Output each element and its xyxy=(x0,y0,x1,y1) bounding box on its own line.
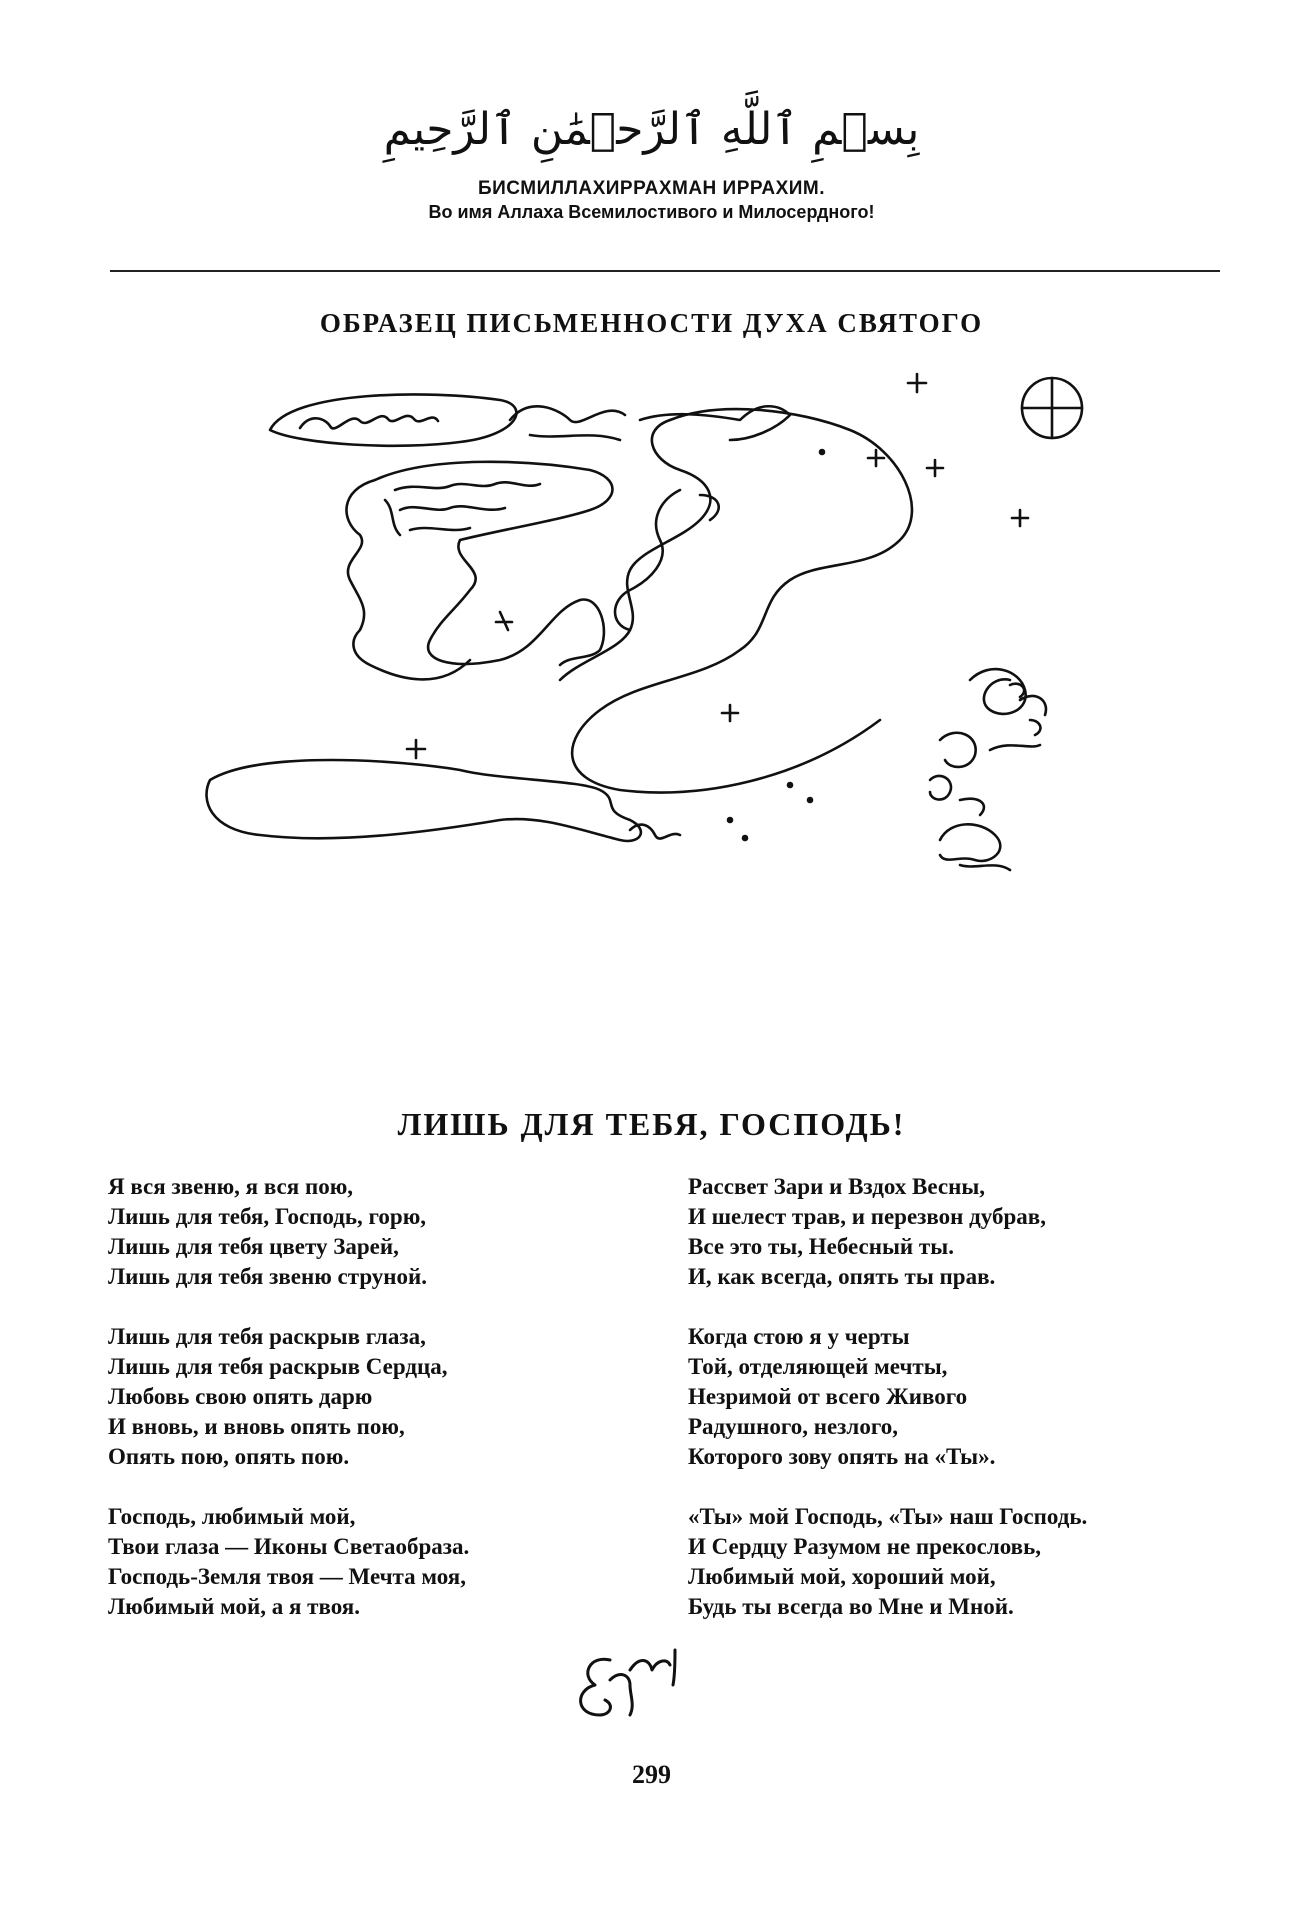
poem-line: Радушного, незлого, xyxy=(688,1414,898,1439)
poem-title: ЛИШЬ ДЛЯ ТЕБЯ, ГОСПОДЬ! xyxy=(397,1106,906,1142)
poem-line: Будь ты всегда во Мне и Мной. xyxy=(688,1594,1014,1619)
poem-right-column xyxy=(688,1172,1228,1652)
basmala-translation: Во имя Аллаха Всемилостивого и Милосердного! xyxy=(428,202,875,222)
section-title: ОБРАЗЕЦ ПИСЬМЕННОСТИ ДУХА СВЯТОГО xyxy=(319,308,984,338)
poem-line: Лишь для тебя раскрыв глаза, xyxy=(108,1324,426,1349)
poem-line: Любимый мой, а я твоя. xyxy=(108,1594,360,1619)
poem-line: И шелест трав, и перезвон дубрав, xyxy=(688,1204,1046,1229)
page-header xyxy=(0,100,1303,223)
poem-line: Лишь для тебя, Господь, горю, xyxy=(108,1204,427,1229)
poem-line: Опять пою, опять пою. xyxy=(108,1444,350,1469)
poem-line: «Ты» мой Господь, «Ты» наш Господь. xyxy=(688,1504,1088,1529)
poem-line: Той, отделяющей мечты, xyxy=(688,1354,948,1379)
basmala-arabic: بِسۡمِ ٱللَّهِ ٱلرَّحۡمَٰنِ ٱلرَّحِيمِ xyxy=(383,104,920,155)
header-divider xyxy=(110,270,1220,272)
stanza xyxy=(108,1502,648,1622)
poem-line: Любовь свою опять дарю xyxy=(108,1384,373,1409)
poem-line: Когда стою я у черты xyxy=(688,1324,910,1349)
poem-line: И, как всегда, опять ты прав. xyxy=(688,1264,996,1289)
stanza xyxy=(108,1322,648,1472)
poem-line: Рассвет Зари и Вздох Весны, xyxy=(688,1174,986,1199)
stanza xyxy=(688,1502,1228,1622)
basmala-transliteration: БИСМИЛЛАХИРРАХМАН ИРРАХИМ. xyxy=(477,178,826,199)
page-number: 299 xyxy=(632,1760,671,1789)
poem-line: Лишь для тебя цвету Зарей, xyxy=(108,1234,399,1259)
spirit-script-drawing xyxy=(200,360,1160,1080)
poem-line: Я вся звеню, я вся пою, xyxy=(108,1174,354,1199)
poem-left-column xyxy=(108,1172,648,1652)
poem-line: И вновь, и вновь опять пою, xyxy=(108,1414,405,1439)
poem-line: Любимый мой, хороший мой, xyxy=(688,1564,996,1589)
poem-line: Лишь для тебя звеню струной. xyxy=(108,1264,428,1289)
author-signature xyxy=(565,1640,705,1730)
stanza xyxy=(108,1172,648,1292)
poem-line: Твои глаза — Иконы Светаобраза. xyxy=(108,1534,470,1559)
poem-line: Которого зову опять на «Ты». xyxy=(688,1444,996,1469)
poem-line: Все это ты, Небесный ты. xyxy=(688,1234,954,1259)
poem-line: И Сердцу Разумом не прекословь, xyxy=(688,1534,1041,1559)
stanza xyxy=(688,1322,1228,1472)
poem-line: Незримой от всего Живого xyxy=(688,1384,968,1409)
poem-line: Господь-Земля твоя — Мечта моя, xyxy=(108,1564,467,1589)
stanza xyxy=(688,1172,1228,1292)
poem-line: Лишь для тебя раскрыв Сердца, xyxy=(108,1354,448,1379)
poem-line: Господь, любимый мой, xyxy=(108,1504,356,1529)
